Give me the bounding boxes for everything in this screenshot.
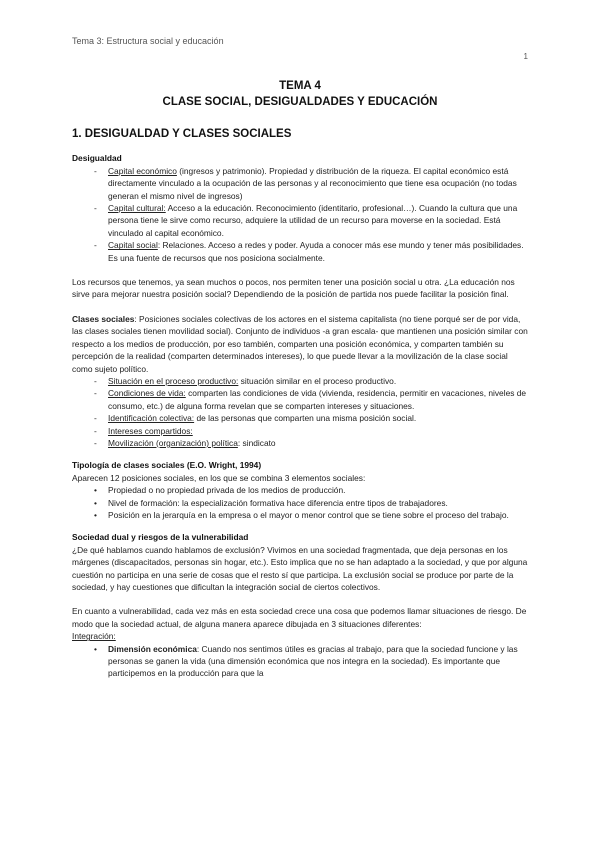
list-item-term: Capital cultural:	[108, 203, 166, 214]
list-item	[94, 412, 528, 424]
list-item	[94, 202, 528, 239]
list-item-term: Condiciones de vida:	[108, 388, 186, 399]
list-item-text: Acceso a la educación. Reconocimiento (identitario, profesional…). Cuando la cultura que una persona tiene le sirve como recurso, adquiere la utilidad de un recurso para moverse en la sociedad. Está vinculado al capital económico.	[108, 203, 518, 238]
list-item	[94, 375, 528, 387]
list-item	[94, 643, 528, 680]
list-item-text: : sindicato	[237, 437, 276, 448]
list-item-text: : Relaciones. Acceso a redes y poder. Ayuda a conocer más ese mundo y tener más posibilidades. Es una fuente de recursos que nos posiciona socialmente.	[108, 240, 524, 263]
document-title	[72, 78, 528, 110]
list-item-term: Movilización (organización) política	[108, 437, 238, 448]
list-item-text: situación similar en el proceso productivo.	[238, 375, 397, 386]
clases-list	[72, 375, 528, 449]
list-item	[94, 425, 528, 437]
desigualdad-paragraph: Los recursos que tenemos, ya sean muchos o pocos, nos permiten tener una posición social u otra. ¿La educación nos sirve para mejorar nuestra posición social? Dependiendo de la posición de partida nos puede facilitar la posición final.	[72, 277, 515, 300]
section-heading: 1. DESIGUALDAD Y CLASES SOCIALES	[72, 128, 292, 140]
list-item-text: comparten las condiciones de vida (vivienda, residencia, permitir en vacaciones, niveles de consumo, etc.) de alguna forma revelan que se comparten intereses y situaciones.	[108, 388, 527, 411]
list-item-term: Identificación colectiva:	[108, 413, 195, 424]
tipologia-list	[72, 484, 528, 521]
list-item-term: Situación en el proceso productivo:	[108, 375, 239, 386]
tipologia-intro: Aparecen 12 posiciones sociales, en los que se combina 3 elementos sociales:	[72, 472, 366, 483]
desigualdad-heading: Desigualdad	[72, 153, 122, 164]
list-item	[94, 437, 528, 449]
desigualdad-list	[72, 165, 528, 264]
sociedad-heading: Sociedad dual y riesgos de la vulnerabilidad	[72, 532, 249, 543]
tipologia-heading: Tipología de clases sociales (E.O. Wright, 1994)	[72, 460, 262, 471]
list-item-text: (ingresos y patrimonio). Propiedad y distribución de la riqueza. El capital económico está directamente vinculado a la ocupación de las personas y al reconocimiento que tiene esa ocupación (no todas generan el mismo nivel de ingresos)	[108, 165, 517, 201]
title-line-1: TEMA 4	[279, 80, 321, 92]
list-item-term: Capital social	[108, 240, 158, 251]
list-item-term: Capital económico	[108, 165, 177, 176]
list-item-term: Dimensión económica	[108, 643, 197, 654]
list-item-text: de las personas que comparten una misma posición social.	[194, 413, 417, 424]
list-item	[94, 239, 528, 264]
sociedad-paragraph-2: En cuanto a vulnerabilidad, cada vez más en esta sociedad crece una cosa que podemos llamar situaciones de riesgo. De modo que la sociedad actual, de alguna manera aparece dibujada en 3 situaciones diferentes:	[72, 606, 527, 629]
list-item	[94, 387, 528, 412]
title-line-2: CLASE SOCIAL, DESIGUALDADES Y EDUCACIÓN	[162, 96, 438, 108]
list-item-term: Intereses compartidos:	[108, 425, 193, 436]
sociedad-paragraph-1: ¿De qué hablamos cuando hablamos de exclusión? Vivimos en una sociedad fragmentada, que deja personas en los márgenes (discapacitados, personas sin hogar, etc.). Esto implica que no se han adaptado a la sociedad, y que por alguna cuestión no participa en una serie de cosas que el resto sí que participa. La exclusión social se produce por parte de la sociedad, y hay cuestiones que dificultan la integración social de ciertos colectivos.	[72, 544, 528, 592]
integracion-label: Integración:	[72, 631, 116, 642]
document-body	[72, 78, 528, 680]
clases-lead: Clases sociales	[72, 313, 135, 324]
running-header: Tema 3: Estructura social y educación	[72, 36, 224, 46]
list-item: • Posición en la jerarquía en la empresa o el mayor o menor control que se tiene sobre el proceso del trabajo.	[94, 509, 528, 521]
list-item: • Propiedad o no propiedad privada de los medios de producción.	[94, 484, 528, 496]
clases-text: : Posiciones sociales colectivas de los actores en el sistema capitalista (no tiene porqué ser de por vida, las clases sociales tienen movilidad social). Conjunto de individuos -a gran escala- que mantienen una posición similar con respecto a los medios de producción, por eso también, comparten una posición económica, y comparten también su percepción de la realidad (comparten determinados intereses), lo que puede llevar a la movilización de la clase social como sujeto político.	[72, 313, 528, 374]
integracion-list	[72, 643, 528, 680]
page-number: 1	[523, 52, 528, 61]
list-item-text: : Cuando nos sentimos útiles es gracias al trabajo, para que la sociedad funcione y las personas se ganen la vida (una dimensión económica que nos integra en la sociedad). Es importante que participemos en la producción para que la	[108, 643, 518, 679]
list-item: • Nivel de formación: la especialización formativa hace diferencia entre tipos de trabajadores.	[94, 497, 528, 509]
clases-paragraph	[72, 313, 528, 375]
list-item	[94, 165, 528, 202]
